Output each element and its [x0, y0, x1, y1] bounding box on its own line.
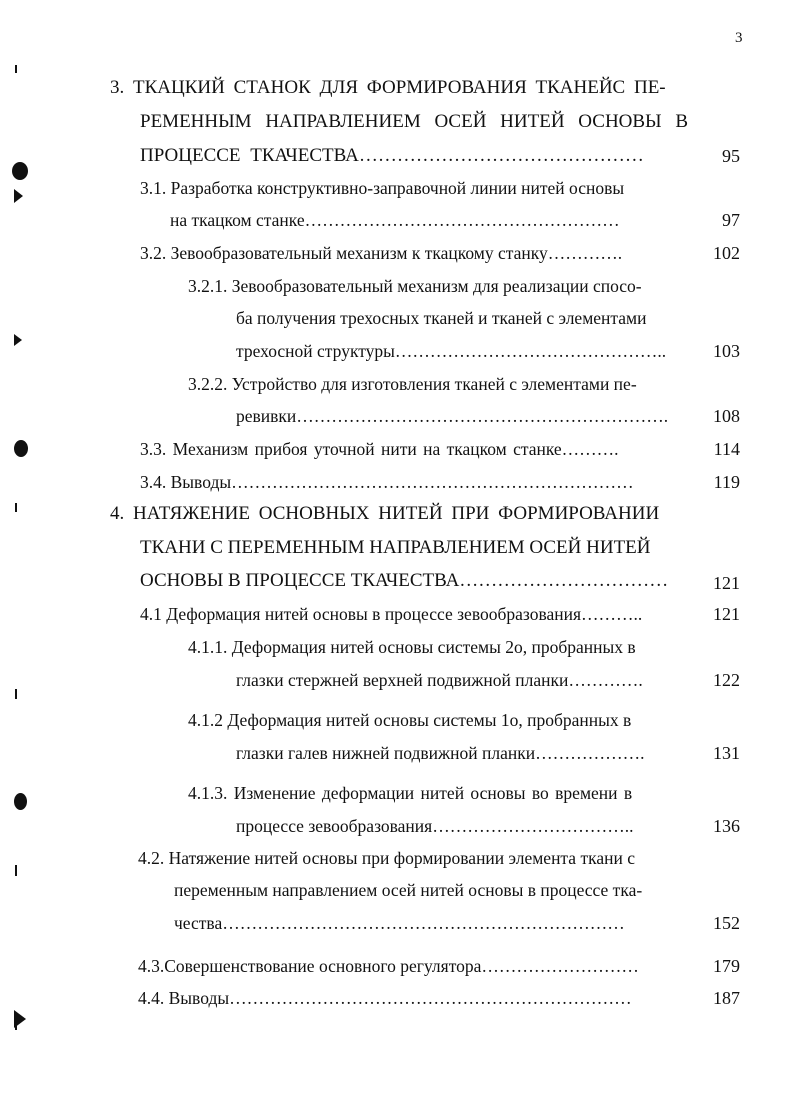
toc-chapter-4-line: ТКАНИ С ПЕРЕМЕННЫМ НАПРАВЛЕНИЕМ ОСЕЙ НИТЕЙ [140, 537, 651, 558]
scan-mark [15, 865, 17, 876]
toc-page-number: 103 [713, 341, 740, 361]
toc-page-number: 102 [713, 243, 740, 263]
scan-mark [14, 189, 23, 203]
toc-section-line: на ткацком станке……………………………………………… [170, 210, 620, 230]
toc-chapter-3-line: ПРОЦЕССЕ ТКАЧЕСТВА……………………………………… [140, 145, 644, 166]
toc-page-number: 136 [713, 816, 740, 836]
toc-page-number: 121 [713, 573, 740, 593]
toc-section-line: глазки галев нижней подвижной планки………………. [236, 743, 645, 763]
toc-page-number: 119 [713, 472, 740, 492]
toc-section-line: 3.4. Выводы…………………………………………………………… [140, 472, 634, 492]
toc-chapter-3-line: 3. ТКАЦКИЙ СТАНОК ДЛЯ ФОРМИРОВАНИЯ ТКАНЕЙС ПЕ- [110, 77, 666, 98]
scan-mark [15, 689, 17, 699]
toc-page-number: 179 [713, 956, 740, 976]
toc-page-number: 121 [713, 604, 740, 624]
scan-mark [15, 65, 17, 73]
scan-mark [14, 334, 22, 346]
toc-section-line: ба получения трехосных тканей и тканей с элементами [236, 308, 647, 328]
toc-section-line: чества…………………………………………………………… [174, 913, 625, 933]
toc-section-line: 3.2.1. Зевообразовательный механизм для реализации спосо- [188, 276, 642, 296]
toc-section-line: 4.1.1. Деформация нитей основы системы 2о, пробранных в [188, 637, 636, 657]
toc-section-line: процессе зевообразования…………………………….. [236, 816, 634, 836]
toc-section-line: ревивки………………………………………………………. [236, 406, 669, 426]
toc-section-line: 4.1 Деформация нитей основы в процессе зевообразования……….. [140, 604, 643, 624]
toc-section-line: 3.1. Разработка конструктивно-заправочной линии нитей основы [140, 178, 625, 198]
page-number: 3 [735, 30, 743, 46]
toc-chapter-4-line: 4. НАТЯЖЕНИЕ ОСНОВНЫХ НИТЕЙ ПРИ ФОРМИРОВАНИИ [110, 503, 660, 524]
toc-page-number: 122 [713, 670, 740, 690]
toc-section-line: 3.2. Зевообразовательный механизм к ткацкому станку…………. [140, 243, 623, 263]
toc-section-line: трехосной структуры……………………………………….. [236, 341, 667, 361]
toc-page-number: 187 [713, 988, 740, 1008]
toc-page-number: 97 [722, 210, 740, 230]
toc-page-number: 131 [713, 743, 740, 763]
toc-section-line: 4.3.Совершенствование основного регулятора……………………… [138, 956, 639, 976]
scan-mark [14, 440, 28, 457]
toc-chapter-3-line: РЕМЕННЫМ НАПРАВЛЕНИЕМ ОСЕЙ НИТЕЙ ОСНОВЫ В [140, 111, 689, 132]
toc-page-number: 95 [722, 146, 740, 166]
toc-section-line: 4.1.3. Изменение деформации нитей основы во времени в [188, 783, 633, 803]
toc-section-line: переменным направлением осей нитей основы в процессе тка- [174, 880, 643, 900]
toc-section-line: 3.2.2. Устройство для изготовления тканей с элементами пе- [188, 374, 637, 394]
scan-mark [14, 793, 27, 810]
toc-section-line: 4.4. Выводы…………………………………………………………… [138, 988, 632, 1008]
toc-section-line: 3.3. Механизм прибоя уточной нити на ткацком станке………. [140, 439, 619, 459]
toc-section-line: глазки стержней верхней подвижной планки…………. [236, 670, 643, 690]
toc-section-line: 4.1.2 Деформация нитей основы системы 1о, пробранных в [188, 710, 632, 730]
toc-page-number: 152 [713, 913, 740, 933]
scan-mark [12, 162, 28, 180]
toc-page-number: 108 [713, 406, 740, 426]
scan-mark [15, 1018, 17, 1030]
toc-page-number: 114 [713, 439, 740, 459]
toc-section-line: 4.2. Натяжение нитей основы при формировании элемента ткани с [138, 848, 635, 868]
toc-chapter-4-line: ОСНОВЫ В ПРОЦЕССЕ ТКАЧЕСТВА…………………………… [140, 570, 669, 591]
scan-mark [15, 503, 17, 512]
